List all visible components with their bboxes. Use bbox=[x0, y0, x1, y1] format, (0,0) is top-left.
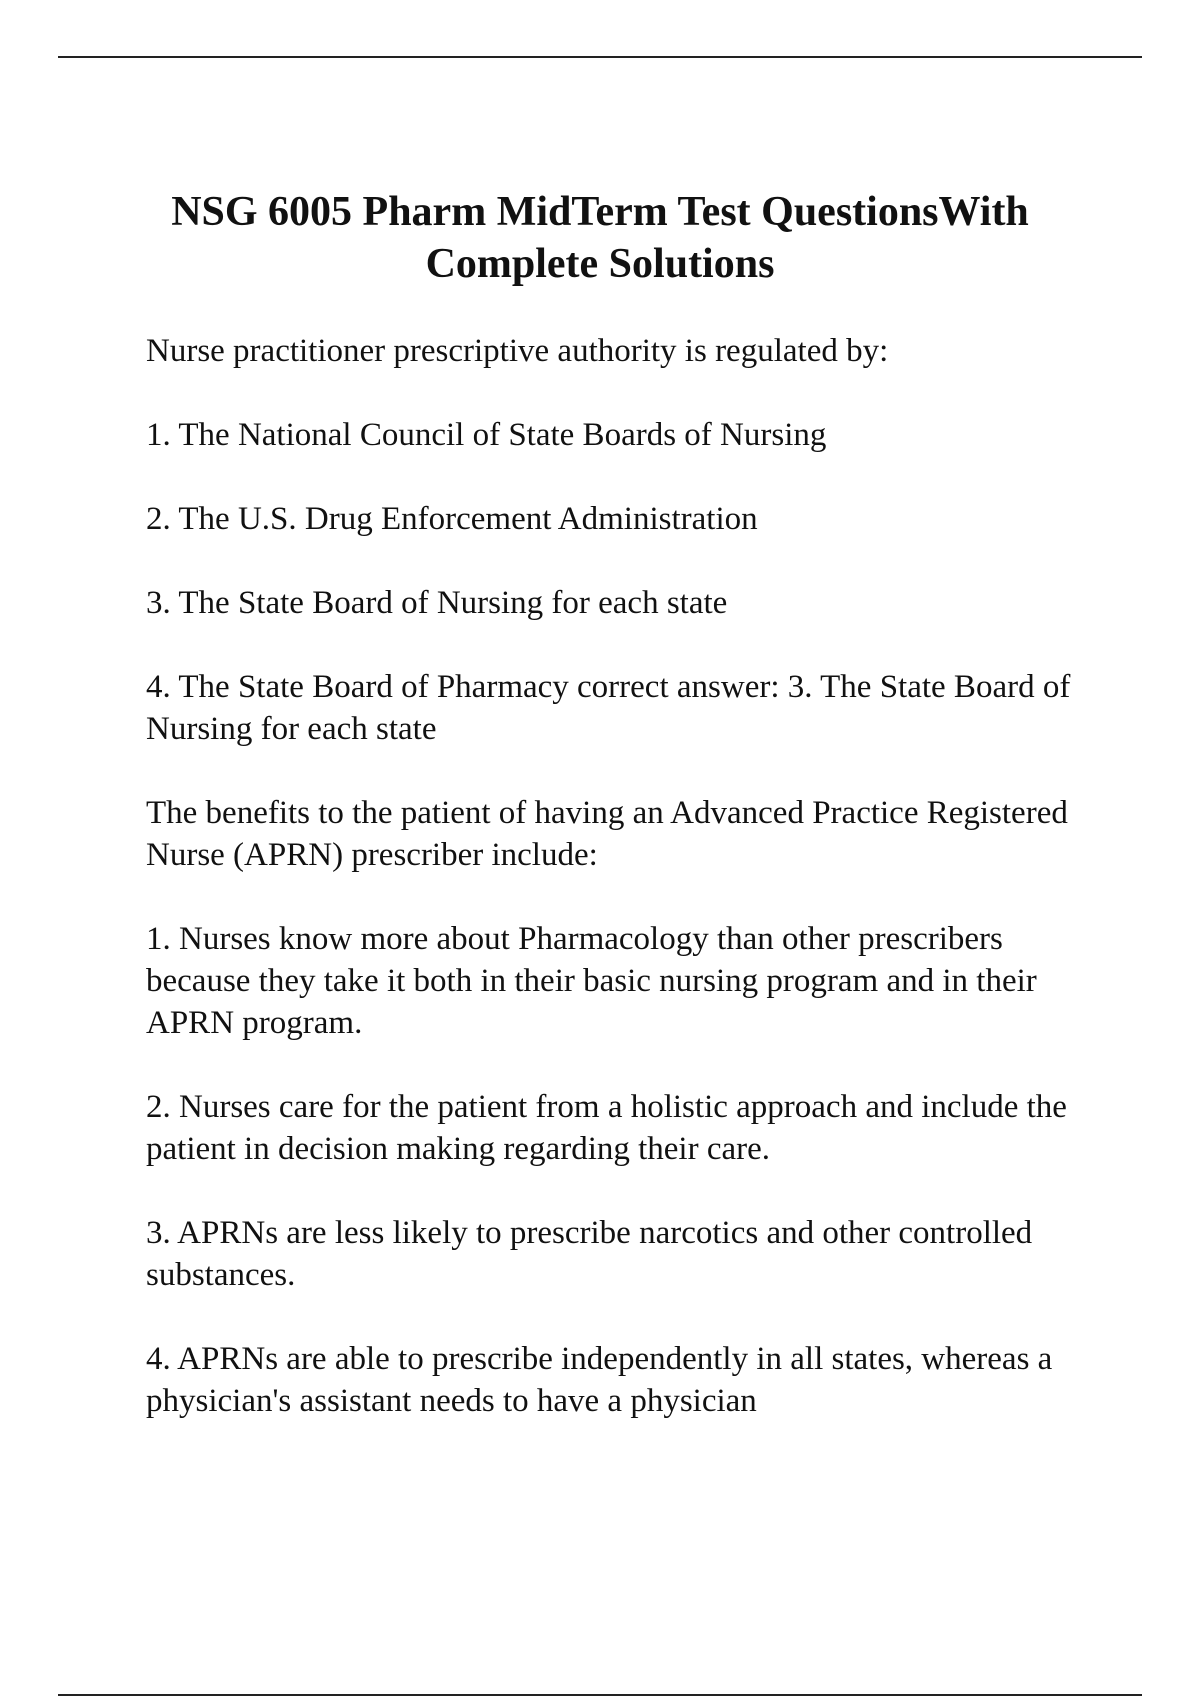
question-1-option-3: 3. The State Board of Nursing for each state bbox=[146, 585, 728, 621]
question-2-option-2: 2. Nurses care for the patient from a holistic approach and include the patient in decision making regarding their care. bbox=[146, 1089, 1067, 1167]
header-rule bbox=[58, 56, 1142, 58]
title-line-2: Complete Solutions bbox=[425, 241, 775, 287]
footer-rule bbox=[58, 1694, 1142, 1696]
question-2-option-1: 1. Nurses know more about Pharmacology than other prescribers because they take it both in their basic nursing program and in their APRN program. bbox=[146, 921, 1037, 1041]
question-2-option-3: 3. APRNs are less likely to prescribe narcotics and other controlled substances. bbox=[146, 1215, 1033, 1293]
document-body bbox=[146, 330, 1106, 1464]
title-line-1: NSG 6005 Pharm MidTerm Test QuestionsWith bbox=[171, 189, 1029, 235]
question-1-option-4-answer: 4. The State Board of Pharmacy correct answer: 3. The State Board of Nursing for each state bbox=[146, 669, 1071, 747]
question-2-option-4: 4. APRNs are able to prescribe independently in all states, whereas a physician's assistant needs to have a physician bbox=[146, 1341, 1053, 1419]
page-title bbox=[100, 186, 1100, 290]
question-1-stem: Nurse practitioner prescriptive authority is regulated by: bbox=[146, 333, 889, 369]
question-1-option-1: 1. The National Council of State Boards of Nursing bbox=[146, 417, 827, 453]
question-2-stem: The benefits to the patient of having an Advanced Practice Registered Nurse (APRN) prescriber include: bbox=[146, 795, 1068, 873]
question-1-option-2: 2. The U.S. Drug Enforcement Administration bbox=[146, 501, 758, 537]
